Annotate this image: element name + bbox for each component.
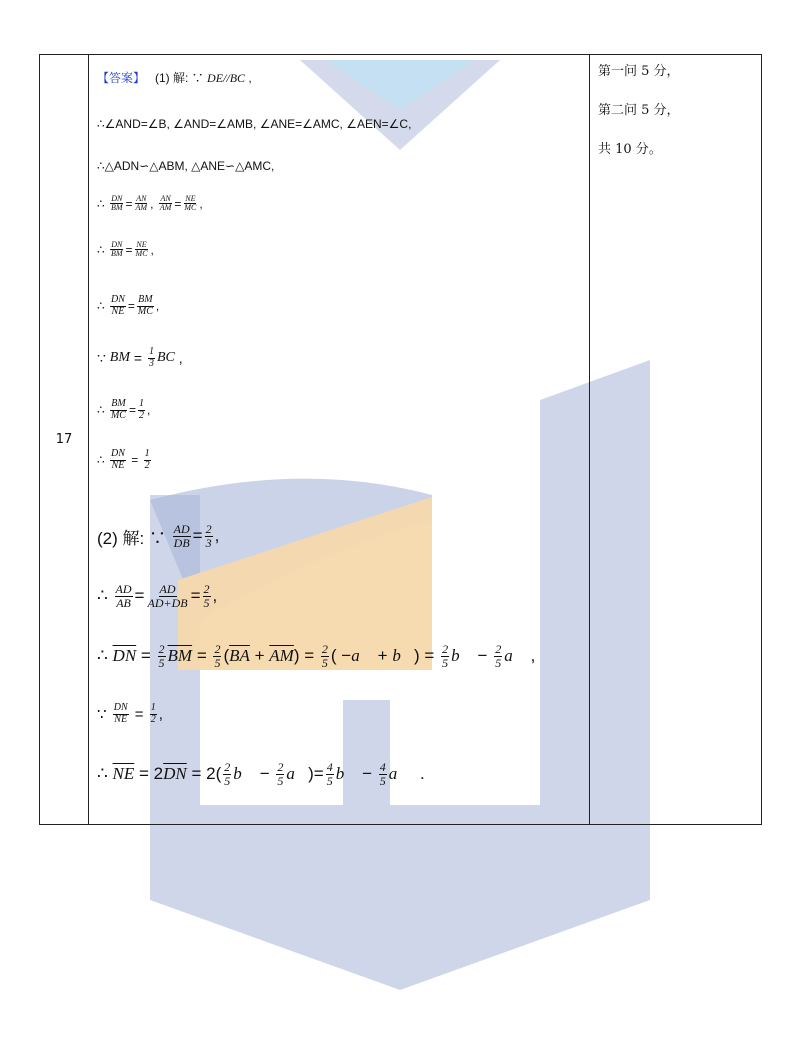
problem-number: 17 [40,55,89,825]
part1-line-3: ∴△ADN∽△ABM, △ANE∽△AMC, [97,159,275,173]
score-total: 共 10 分。 [598,142,662,157]
part2-line-4: ∵ $\frac{DN}{NE}$ = $\frac{1}{2}$ , [97,702,163,725]
part1-line-4: ∴ $\frac{DN}{BM}$ = $\frac{AN}{AM}$ , $\frac{AN}{AM}$ = $\frac{NE}{MC}$ , [97,194,203,213]
part1-line-6: ∴ $\frac{DN}{NE}$ = $\frac{BM}{MC}$ , [97,294,160,317]
score-part2: 第二问 5 分， [598,103,680,118]
score-part1: 第一问 5 分， [598,64,680,79]
scoring-cell [590,55,762,825]
part2-line-3: ∴ $\overline{DN}$ = $\frac{2}{5}$ $\overline{BM}$ = $\frac{2}{5}$ ( $\overline{BA}$ + $\overline{AM}$ ) = $\frac{2}{5}$ ( − a⃗ + b⃗ ) = $\frac{2}{5}$ b⃗ − $\frac{2}{5}$ a⃗ , [97,642,536,670]
part2-line-2: ∴ $\frac{AD}{AB}$ = $\frac{AD}{AD+DB}$ = $\frac{2}{5}$ , [97,582,218,610]
part1-line-2: ∴∠AND=∠B, ∠AND=∠AMB, ∠ANE=∠AMC, ∠AEN=∠C, [97,117,412,131]
part1-line-9: ∴ $\frac{DN}{NE}$ = $\frac{1}{2}$ [97,448,150,471]
part1-line-5: ∴ $\frac{DN}{BM}$ = $\frac{NE}{MC}$ , [97,240,154,259]
answer-tag: 【答案】 [97,71,146,85]
part2-line-5: ∴ $\overline{NE}$ = 2 $\overline{DN}$ = 2( $\frac{2}{5}$ b⃗ − $\frac{2}{5}$ a⃗ )= $\frac{4}{5}$ b⃗ − $\frac{4}{5}$ a⃗ . [97,760,425,788]
answer-table [39,54,762,825]
part1-line-8: ∴ $\frac{BM}{MC}$ = $\frac{1}{2}$ , [97,398,151,421]
part1-line-1: 【答案】 (1) 解: ∵ DE//BC , [97,71,252,85]
answer-cell [89,55,590,825]
part1-line-7: ∵ BM = $\frac{1}{3}$ BC , [97,346,183,369]
part2-line-1: (2) 解: ∵ $\frac{AD}{DB}$ = $\frac{2}{3}$ , [97,522,220,550]
